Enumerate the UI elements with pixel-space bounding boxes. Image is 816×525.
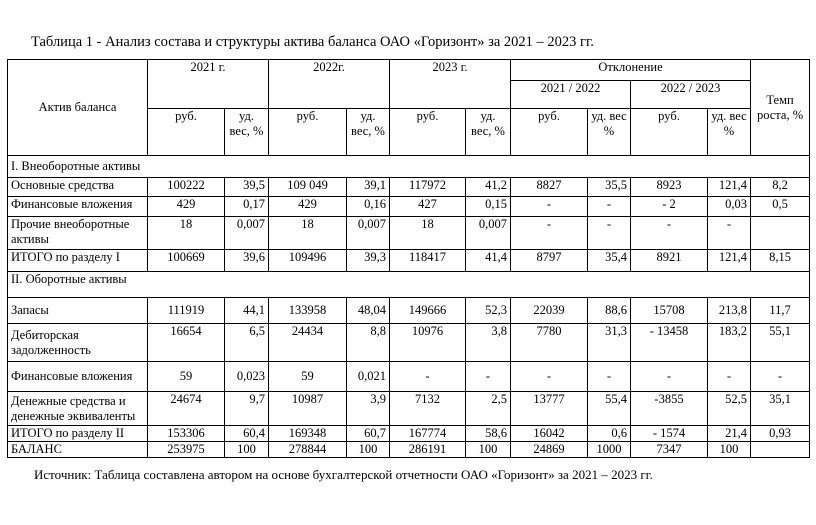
cell: 10976 — [390, 324, 466, 362]
cell: 8827 — [511, 178, 588, 197]
row-name: Финансовые вложения — [8, 362, 148, 392]
table-row — [8, 217, 810, 250]
cell: 11,7 — [751, 298, 810, 324]
cell: 41,4 — [466, 250, 511, 272]
cell: 18 — [269, 217, 347, 250]
section-row — [8, 156, 810, 178]
table-row — [8, 324, 810, 362]
cell: 0,5 — [751, 197, 810, 217]
cell: - — [631, 217, 708, 250]
cell: 427 — [390, 197, 466, 217]
cell: 7780 — [511, 324, 588, 362]
cell: 0,03 — [708, 197, 751, 217]
cell: 100 — [708, 442, 751, 458]
cell: 167774 — [390, 426, 466, 442]
cell: - 13458 — [631, 324, 708, 362]
cell: 100 — [466, 442, 511, 458]
cell: - — [708, 217, 751, 250]
cell: 0,007 — [347, 217, 390, 250]
header-deviation: Отклонение — [511, 60, 751, 81]
header-rub: руб. — [148, 109, 225, 156]
cell: 183,2 — [708, 324, 751, 362]
cell: - — [511, 217, 588, 250]
cell: 100 — [225, 442, 269, 458]
cell — [751, 442, 810, 458]
cell: 429 — [148, 197, 225, 217]
row-name: Денежные средства и денежные эквиваленты — [8, 392, 148, 426]
cell — [751, 217, 810, 250]
cell: 52,5 — [708, 392, 751, 426]
cell: 100669 — [148, 250, 225, 272]
cell: -3855 — [631, 392, 708, 426]
cell: 8,2 — [751, 178, 810, 197]
cell: 60,7 — [347, 426, 390, 442]
cell: - 2 — [631, 197, 708, 217]
table-row — [8, 197, 810, 217]
header-share: уд. вес, % — [225, 109, 269, 156]
cell: 8,15 — [751, 250, 810, 272]
cell: 59 — [148, 362, 225, 392]
cell: 0,15 — [466, 197, 511, 217]
section-2-title: II. Оборотные активы — [8, 272, 810, 298]
cell: - 1574 — [631, 426, 708, 442]
header-share: уд. вес % — [588, 109, 631, 156]
cell: 31,3 — [588, 324, 631, 362]
cell: 109496 — [269, 250, 347, 272]
cell: 8,8 — [347, 324, 390, 362]
header-dev-2022-2023: 2022 / 2023 — [631, 81, 751, 109]
cell: 8923 — [631, 178, 708, 197]
cell: - — [588, 362, 631, 392]
header-2021: 2021 г. — [148, 60, 269, 109]
table-row — [8, 250, 810, 272]
cell: - — [511, 362, 588, 392]
header-row-1 — [8, 60, 810, 81]
cell: 7132 — [390, 392, 466, 426]
table-title: Таблица 1 - Анализ состава и структуры актива баланса ОАО «Горизонт» за 2021 – 2023 гг. — [31, 34, 594, 50]
cell: 24434 — [269, 324, 347, 362]
cell: 24674 — [148, 392, 225, 426]
header-rub: руб. — [390, 109, 466, 156]
cell: 153306 — [148, 426, 225, 442]
cell: 18 — [390, 217, 466, 250]
header-rub: руб. — [511, 109, 588, 156]
header-growth: Темп роста, % — [751, 60, 810, 156]
cell: - — [390, 362, 466, 392]
cell: 111919 — [148, 298, 225, 324]
header-share: уд. вес, % — [466, 109, 511, 156]
cell: 0,6 — [588, 426, 631, 442]
cell: 100222 — [148, 178, 225, 197]
row-name: ИТОГО по разделу I — [8, 250, 148, 272]
cell: 278844 — [269, 442, 347, 458]
cell: 18 — [148, 217, 225, 250]
cell: 24869 — [511, 442, 588, 458]
header-share: уд. вес, % — [347, 109, 390, 156]
table-row — [8, 426, 810, 442]
cell: 109 049 — [269, 178, 347, 197]
header-rub: руб. — [269, 109, 347, 156]
cell: 35,1 — [751, 392, 810, 426]
cell: 39,1 — [347, 178, 390, 197]
cell: 21,4 — [708, 426, 751, 442]
cell: 41,2 — [466, 178, 511, 197]
cell: 10987 — [269, 392, 347, 426]
cell: 429 — [269, 197, 347, 217]
source-note: Источник: Таблица составлена автором на основе бухгалтерской отчетности ОАО «Горизонт» за 2021 – 2023 гг. — [34, 467, 653, 482]
header-2022: 2022г. — [269, 60, 390, 109]
header-dev-2021-2022: 2021 / 2022 — [511, 81, 631, 109]
cell: 35,4 — [588, 250, 631, 272]
cell: 100 — [347, 442, 390, 458]
cell: 39,3 — [347, 250, 390, 272]
cell: 39,5 — [225, 178, 269, 197]
cell: 0,17 — [225, 197, 269, 217]
cell: 0,021 — [347, 362, 390, 392]
cell: 0,93 — [751, 426, 810, 442]
cell: 55,4 — [588, 392, 631, 426]
row-name: Прочие внеоборотные активы — [8, 217, 148, 250]
row-name: Запасы — [8, 298, 148, 324]
cell: 213,8 — [708, 298, 751, 324]
cell: 16654 — [148, 324, 225, 362]
cell: 0,007 — [466, 217, 511, 250]
cell: 6,5 — [225, 324, 269, 362]
header-asset: Актив баланса — [8, 60, 148, 156]
cell: 15708 — [631, 298, 708, 324]
header-share: уд. вес % — [708, 109, 751, 156]
section-1-title: I. Внеоборотные активы — [8, 156, 810, 178]
cell: 1000 — [588, 442, 631, 458]
table-row — [8, 362, 810, 392]
cell: 121,4 — [708, 250, 751, 272]
header-rub: руб. — [631, 109, 708, 156]
cell: 44,1 — [225, 298, 269, 324]
table-row — [8, 178, 810, 197]
cell: 117972 — [390, 178, 466, 197]
row-name: БАЛАНС — [8, 442, 148, 458]
cell: - — [588, 197, 631, 217]
cell: - — [708, 362, 751, 392]
cell: 0,007 — [225, 217, 269, 250]
cell: 35,5 — [588, 178, 631, 197]
cell: 118417 — [390, 250, 466, 272]
cell: 8921 — [631, 250, 708, 272]
cell: 253975 — [148, 442, 225, 458]
row-name: Финансовые вложения — [8, 197, 148, 217]
asset-table — [7, 59, 810, 458]
cell: 3,8 — [466, 324, 511, 362]
cell: 0,16 — [347, 197, 390, 217]
cell: - — [751, 362, 810, 392]
row-name: Дебиторская задолженность — [8, 324, 148, 362]
cell: 16042 — [511, 426, 588, 442]
header-2023: 2023 г. — [390, 60, 511, 109]
cell: 88,6 — [588, 298, 631, 324]
cell: 149666 — [390, 298, 466, 324]
table-row — [8, 298, 810, 324]
cell: 55,1 — [751, 324, 810, 362]
cell: 2,5 — [466, 392, 511, 426]
cell: 58,6 — [466, 426, 511, 442]
cell: 52,3 — [466, 298, 511, 324]
cell: - — [631, 362, 708, 392]
cell: - — [511, 197, 588, 217]
cell: 133958 — [269, 298, 347, 324]
cell: 169348 — [269, 426, 347, 442]
row-name: ИТОГО по разделу II — [8, 426, 148, 442]
section-row — [8, 272, 810, 298]
cell: 121,4 — [708, 178, 751, 197]
cell: 9,7 — [225, 392, 269, 426]
cell: 7347 — [631, 442, 708, 458]
cell: 13777 — [511, 392, 588, 426]
table-row — [8, 442, 810, 458]
cell: - — [588, 217, 631, 250]
row-name: Основные средства — [8, 178, 148, 197]
cell: 22039 — [511, 298, 588, 324]
cell: 286191 — [390, 442, 466, 458]
cell: 59 — [269, 362, 347, 392]
cell: 39,6 — [225, 250, 269, 272]
table-row — [8, 392, 810, 426]
cell: 60,4 — [225, 426, 269, 442]
cell: - — [466, 362, 511, 392]
cell: 3,9 — [347, 392, 390, 426]
cell: 8797 — [511, 250, 588, 272]
cell: 0,023 — [225, 362, 269, 392]
cell: 48,04 — [347, 298, 390, 324]
